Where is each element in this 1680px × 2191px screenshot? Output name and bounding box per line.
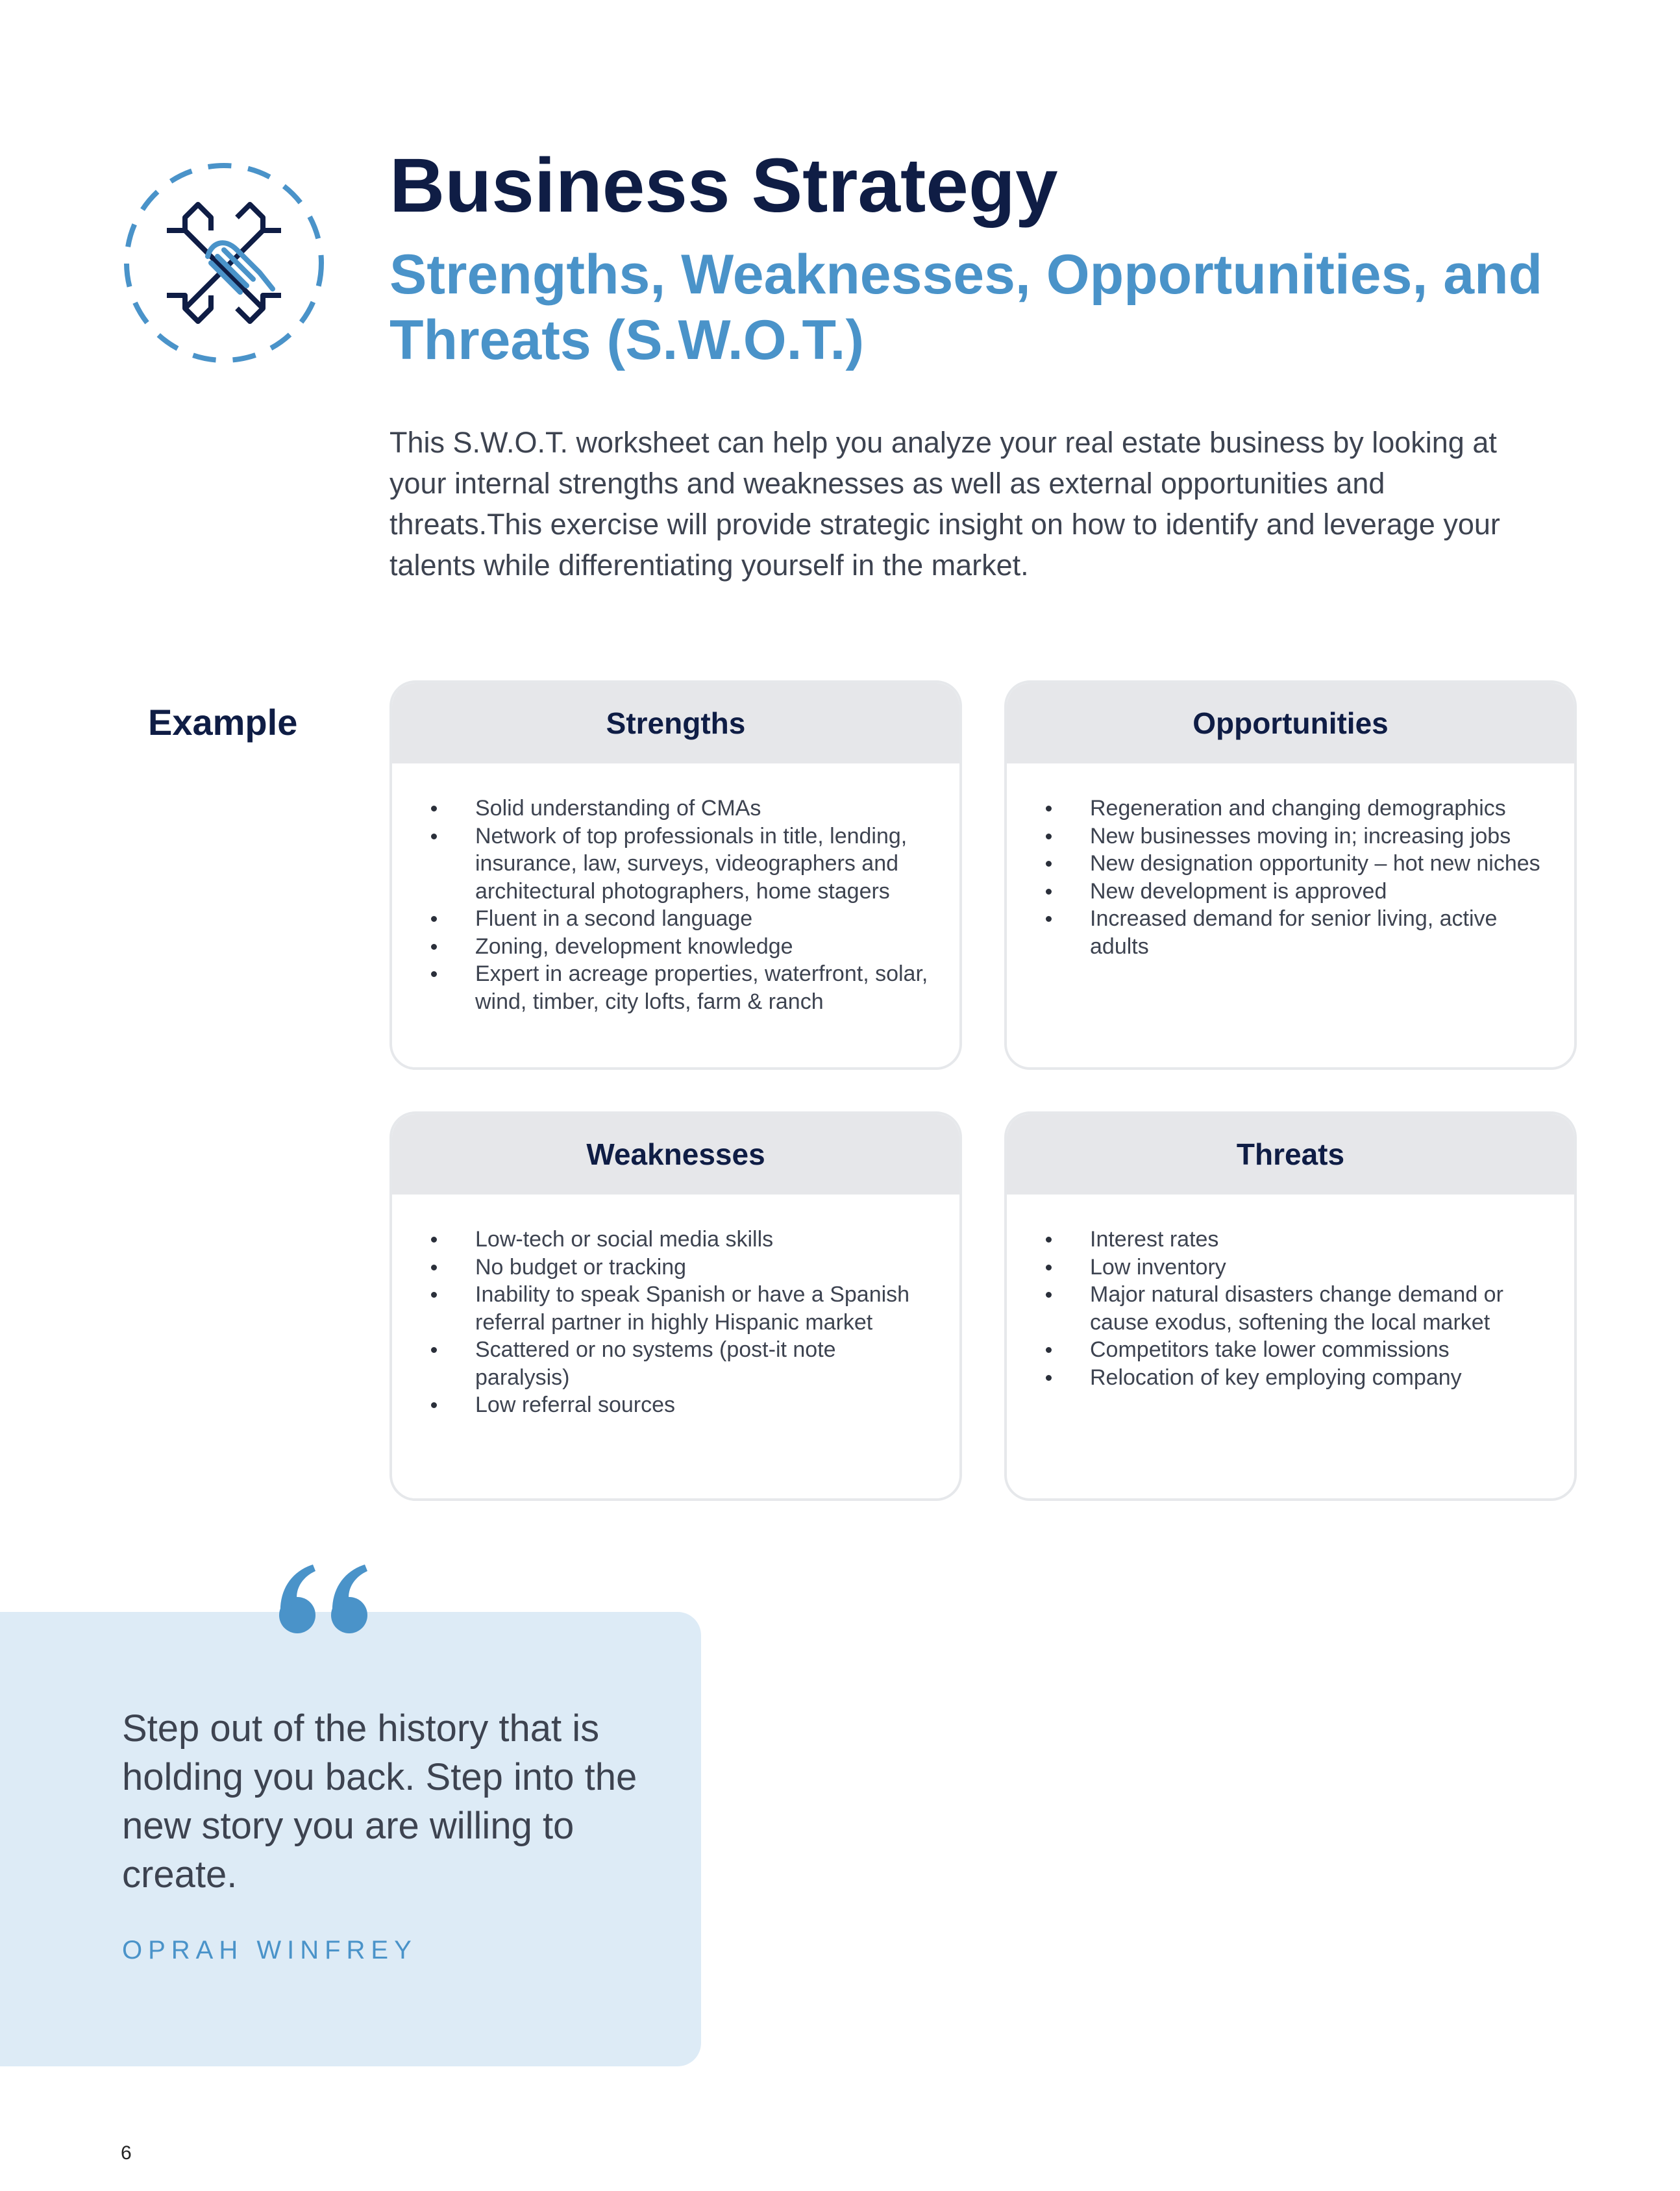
- list-item: No budget or tracking: [418, 1254, 933, 1281]
- list-item: Solid understanding of CMAs: [418, 795, 933, 823]
- threats-list: [1007, 1195, 1574, 1391]
- threats-card: [1004, 1111, 1577, 1501]
- strengths-list: [392, 763, 959, 1015]
- quote-text: Step out of the history that is holding you back. Step into the new story you are willing to create.: [122, 1707, 637, 1896]
- list-item: Interest rates: [1033, 1226, 1548, 1254]
- intro-paragraph: This S.W.O.T. worksheet can help you analyze your real estate business by looking at your internal strengths and weaknesses as well as external opportunities and threats.This exercise will provide strategic insight on how to identify and leverage your talents while differentiating yourself in the market.: [389, 426, 1500, 582]
- list-item: Relocation of key employing company: [1033, 1364, 1548, 1392]
- strengths-card: [389, 680, 962, 1070]
- quote-author: OPRAH WINFREY: [122, 1936, 417, 1964]
- list-item: Scattered or no systems (post-it note paralysis): [418, 1336, 933, 1391]
- page-subtitle: Strengths, Weaknesses, Opportunities, and Threats (S.W.O.T.): [389, 243, 1543, 372]
- quote-mark-icon: [273, 1563, 377, 1635]
- handshake-puzzle-icon: [120, 159, 328, 367]
- list-item: Major natural disasters change demand or cause exodus, softening the local market: [1033, 1281, 1548, 1336]
- list-item: Low-tech or social media skills: [418, 1226, 933, 1254]
- list-item: Fluent in a second language: [418, 905, 933, 933]
- page-number: 6: [121, 2142, 132, 2164]
- list-item: Expert in acreage properties, waterfront, solar, wind, timber, city lofts, farm & ranch: [418, 960, 933, 1015]
- list-item: Low referral sources: [418, 1391, 933, 1419]
- list-item: Low inventory: [1033, 1254, 1548, 1281]
- list-item: New designation opportunity – hot new niches: [1033, 850, 1548, 878]
- example-label: Example: [148, 702, 298, 743]
- threats-card-title: Threats: [1007, 1114, 1574, 1195]
- weaknesses-card: [389, 1111, 962, 1501]
- list-item: Regeneration and changing demographics: [1033, 795, 1548, 823]
- opportunities-card: [1004, 680, 1577, 1070]
- list-item: New development is approved: [1033, 878, 1548, 906]
- list-item: New businesses moving in; increasing jobs: [1033, 823, 1548, 850]
- weaknesses-card-title: Weaknesses: [392, 1114, 959, 1195]
- weaknesses-list: [392, 1195, 959, 1419]
- opportunities-card-title: Opportunities: [1007, 683, 1574, 763]
- list-item: Inability to speak Spanish or have a Spanish referral partner in highly Hispanic market: [418, 1281, 933, 1336]
- list-item: Competitors take lower commissions: [1033, 1336, 1548, 1364]
- strengths-card-title: Strengths: [392, 683, 959, 763]
- list-item: Zoning, development knowledge: [418, 933, 933, 961]
- opportunities-list: [1007, 763, 1574, 960]
- list-item: Network of top professionals in title, lending, insurance, law, surveys, videographers and architectural photographers, home stagers: [418, 823, 933, 906]
- page-title: Business Strategy: [389, 143, 1058, 229]
- list-item: Increased demand for senior living, active adults: [1033, 905, 1548, 960]
